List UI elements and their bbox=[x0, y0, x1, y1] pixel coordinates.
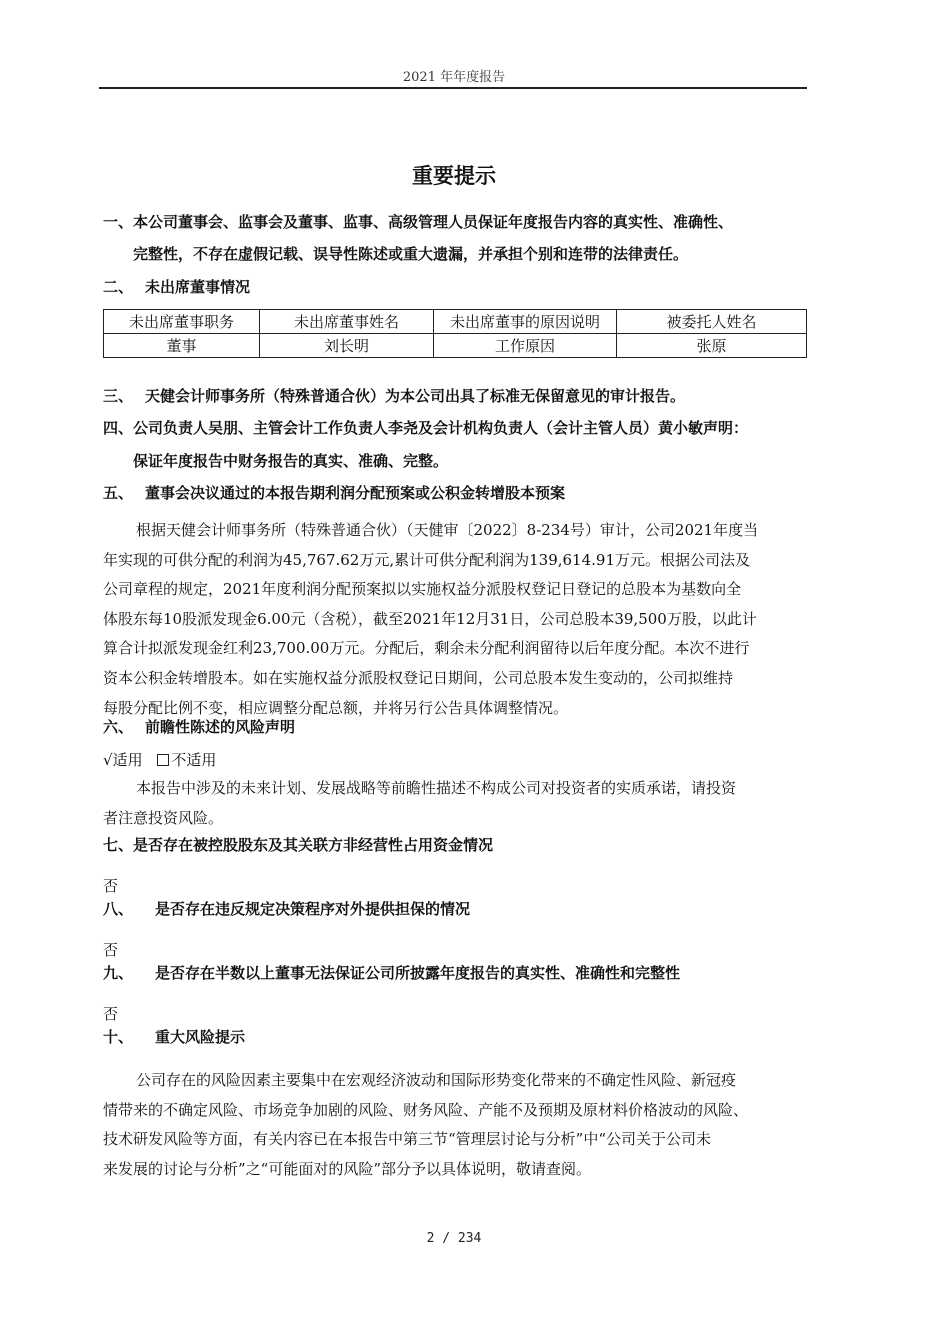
section-5-number: 五、 bbox=[103, 484, 134, 502]
check-mark-icon: √ bbox=[103, 751, 113, 769]
paragraph-line: 每股分配比例不变，相应调整分配总额，并将另行公告具体调整情况。 bbox=[103, 698, 569, 717]
paragraph-line: 者注意投资风险。 bbox=[103, 808, 224, 827]
section-9-number: 九、 bbox=[103, 964, 134, 982]
paragraph-line: 根据天健会计师事务所（特殊普通合伙）（天健审〔2022〕8-234号）审计，公司2021年度当 bbox=[136, 521, 759, 539]
paragraph-line: 公司章程的规定，2021年度利润分配预案拟以实施权益分派股权登记日登记的总股本为基数向全 bbox=[103, 580, 742, 599]
paragraph-line: 技术研发风险等方面，有关内容已在本报告中第三节“管理层讨论与分析”中“公司关于公司未 bbox=[103, 1130, 712, 1149]
table-header-cell: 未出席董事的原因说明 bbox=[434, 310, 617, 334]
section-10 bbox=[103, 1027, 245, 1047]
section-2 bbox=[103, 277, 250, 297]
paragraph-line: 来发展的讨论与分析”之“可能面对的风险”部分予以具体说明，敬请查阅。 bbox=[103, 1159, 592, 1178]
table-row bbox=[104, 334, 807, 358]
section-8-title: 是否存在违反规定决策程序对外提供担保的情况 bbox=[155, 900, 471, 918]
section-10-title: 重大风险提示 bbox=[155, 1028, 246, 1046]
section-3-number: 三、 bbox=[103, 387, 134, 405]
not-applicable-label: 不适用 bbox=[171, 751, 217, 769]
section-8-number: 八、 bbox=[103, 900, 134, 918]
section-7 bbox=[103, 835, 493, 855]
section-2-number: 二、 bbox=[103, 278, 134, 296]
table-cell: 董事 bbox=[104, 334, 260, 358]
section-7-answer: 否 bbox=[103, 877, 119, 895]
section-6-body bbox=[103, 774, 736, 833]
paragraph-line: 情带来的不确定风险、市场竞争加剧的风险、财务风险、产能不及预期及原材料价格波动的风险、 bbox=[103, 1100, 749, 1119]
section-4-line-2: 保证年度报告中财务报告的真实、准确、完整。 bbox=[133, 452, 449, 470]
section-4-line-1: 公司负责人吴朋、主管会计工作负责人李尧及会计机构负责人（会计主管人员）黄小敏声明： bbox=[133, 419, 749, 437]
table-cell: 张原 bbox=[617, 334, 807, 358]
section-6 bbox=[103, 717, 295, 737]
table-header-cell: 被委托人姓名 bbox=[617, 310, 807, 334]
section-1 bbox=[103, 212, 733, 232]
section-5-body bbox=[103, 516, 758, 723]
section-10-body bbox=[103, 1066, 748, 1184]
table-header-row bbox=[104, 310, 807, 334]
section-9 bbox=[103, 963, 680, 983]
section-9-answer: 否 bbox=[103, 1005, 119, 1023]
paragraph-line: 体股东每10股派发现金6.00元（含税），截至2021年12月31日，公司总股本39,500万股，以此计 bbox=[103, 609, 757, 628]
section-8 bbox=[103, 899, 470, 919]
section-4 bbox=[103, 418, 748, 438]
empty-checkbox-icon bbox=[157, 754, 169, 766]
section-10-number: 十、 bbox=[103, 1028, 134, 1046]
section-4-number: 四、 bbox=[103, 419, 134, 437]
section-9-title: 是否存在半数以上董事无法保证公司所披露年度报告的真实性、准确性和完整性 bbox=[155, 964, 681, 982]
table-cell: 刘长明 bbox=[260, 334, 434, 358]
section-1-number: 一、 bbox=[103, 213, 134, 231]
applicable-label: 适用 bbox=[112, 751, 143, 769]
paragraph-line: 公司存在的风险因素主要集中在宏观经济波动和国际形势变化带来的不确定性风险、新冠疫 bbox=[136, 1071, 737, 1089]
section-3 bbox=[103, 386, 685, 406]
section-2-title: 未出席董事情况 bbox=[145, 278, 251, 296]
paragraph-line: 算合计拟派发现金红利23,700.00万元。分配后，剩余未分配利润留待以后年度分配。本次不进行 bbox=[103, 639, 750, 658]
section-6-title: 前瞻性陈述的风险声明 bbox=[145, 718, 296, 736]
section-5 bbox=[103, 483, 565, 503]
header-title: 2021 年年度报告 bbox=[402, 70, 506, 85]
page-number: 2 / 234 bbox=[426, 1231, 482, 1246]
table-header-cell: 未出席董事姓名 bbox=[260, 310, 434, 334]
section-7-title: 是否存在被控股股东及其关联方非经营性占用资金情况 bbox=[133, 836, 494, 854]
paragraph-line: 年实现的可供分配的利润为45,767.62万元,累计可供分配利润为139,614.91万元。根据公司法及 bbox=[103, 550, 750, 569]
applicability-options bbox=[103, 750, 216, 770]
table-header-cell: 未出席董事职务 bbox=[104, 310, 260, 334]
section-6-number: 六、 bbox=[103, 718, 134, 736]
section-1-line-1: 本公司董事会、监事会及董事、监事、高级管理人员保证年度报告内容的真实性、准确性、 bbox=[133, 213, 734, 231]
section-8-answer: 否 bbox=[103, 941, 119, 959]
page-title: 重要提示 bbox=[412, 164, 496, 188]
section-1-line-2: 完整性，不存在虚假记载、误导性陈述或重大遗漏，并承担个别和连带的法律责任。 bbox=[133, 245, 689, 263]
header-divider bbox=[99, 87, 807, 89]
section-5-title: 董事会决议通过的本报告期利润分配预案或公积金转增股本预案 bbox=[145, 484, 566, 502]
paragraph-line: 本报告中涉及的未来计划、发展战略等前瞻性描述不构成公司对投资者的实质承诺，请投资 bbox=[136, 779, 737, 797]
section-3-text: 天健会计师事务所（特殊普通合伙）为本公司出具了标准无保留意见的审计报告。 bbox=[145, 387, 686, 405]
section-7-number: 七、 bbox=[103, 836, 134, 854]
table-cell: 工作原因 bbox=[434, 334, 617, 358]
paragraph-line: 资本公积金转增股本。如在实施权益分派股权登记日期间，公司总股本发生变动的，公司拟维持 bbox=[103, 668, 734, 687]
absent-directors-table bbox=[103, 309, 807, 358]
